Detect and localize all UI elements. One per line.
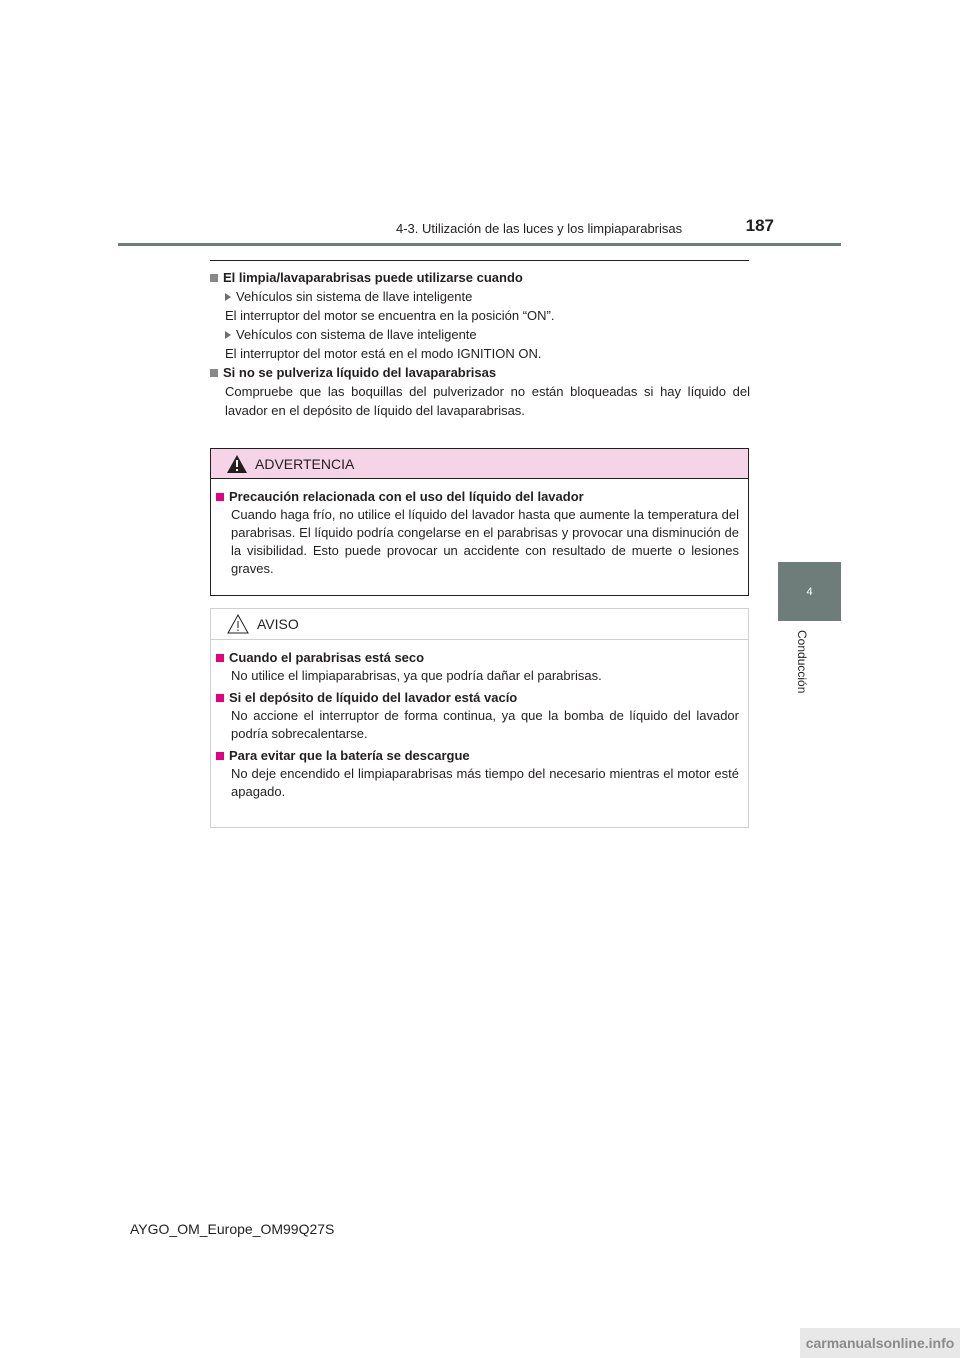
body-text: Compruebe que las boquillas del pulverizador no están bloqueadas si hay líquido del lavador en el depósito de líquido del lavaparabrisas. xyxy=(225,384,750,418)
square-bullet-icon xyxy=(216,694,224,702)
section-title: 4-3. Utilización de las luces y los limpiaparabrisas xyxy=(396,221,683,236)
page-number: 187 xyxy=(745,216,774,235)
triangle-bullet-icon xyxy=(225,331,231,339)
notice-item-text: No accione el interruptor de forma continua, ya que la bomba de líquido del lavador podría sobrecalentarse. xyxy=(231,708,739,741)
notice-box xyxy=(210,608,749,828)
header-rule xyxy=(118,243,841,246)
notice-item-heading xyxy=(216,747,739,765)
notice-item-heading xyxy=(216,649,739,667)
square-bullet-icon xyxy=(216,654,224,662)
section-heading xyxy=(210,268,750,287)
notice-item-text: No utilice el limpiaparabrisas, ya que podría dañar el parabrisas. xyxy=(231,668,602,683)
warning-box xyxy=(210,448,749,596)
condition-bullet xyxy=(210,287,750,306)
condition-text: Vehículos con sistema de llave inteligente xyxy=(236,327,477,342)
condition-text: Vehículos sin sistema de llave inteligente xyxy=(236,289,473,304)
body-text: El interruptor del motor se encuentra en la posición “ON”. xyxy=(225,308,555,323)
square-bullet-icon xyxy=(216,493,224,501)
warning-triangle-icon xyxy=(227,455,247,473)
content-rule xyxy=(210,260,749,261)
chapter-label: Conducción xyxy=(795,630,809,694)
notice-item-text: No deje encendido el limpiaparabrisas más tiempo del necesario mientras el motor esté apagado. xyxy=(231,766,739,799)
triangle-bullet-icon xyxy=(225,293,231,301)
document-code: AYGO_OM_Europe_OM99Q27S xyxy=(130,1221,335,1237)
section-heading xyxy=(210,363,750,382)
caution-triangle-icon xyxy=(227,614,249,634)
warning-header xyxy=(211,449,748,479)
warning-item-heading xyxy=(216,488,739,506)
watermark[interactable]: carmanualsonline.info xyxy=(800,1328,960,1358)
notice-title: AVISO xyxy=(257,616,299,632)
notice-item-heading xyxy=(216,689,739,707)
notice-body xyxy=(211,640,748,801)
chapter-number: 4 xyxy=(806,585,813,598)
main-content xyxy=(210,268,750,420)
body-text: El interruptor del motor está en el modo IGNITION ON. xyxy=(225,346,542,361)
notice-item-title: Cuando el parabrisas está seco xyxy=(229,650,425,665)
warning-item-title: Precaución relacionada con el uso del líquido del lavador xyxy=(229,489,584,504)
warning-body xyxy=(211,479,748,578)
square-bullet-icon xyxy=(210,274,218,282)
notice-item-title: Para evitar que la batería se descargue xyxy=(229,748,470,763)
section-heading-text: El limpia/lavaparabrisas puede utilizarse cuando xyxy=(223,270,523,285)
chapter-tab[interactable] xyxy=(778,562,841,621)
section-heading-text: Si no se pulveriza líquido del lavaparabrisas xyxy=(223,365,497,380)
notice-item-title: Si el depósito de líquido del lavador está vacío xyxy=(229,690,518,705)
notice-header xyxy=(211,609,748,640)
warning-item-text: Cuando haga frío, no utilice el líquido del lavador hasta que aumente la temperatura del parabrisas. El líquido podría congelarse en el parabrisas y provocar una disminución de la visibilidad. Esto puede provocar un accidente con resultado de muerte o lesiones graves. xyxy=(231,507,739,576)
square-bullet-icon xyxy=(216,752,224,760)
warning-title: ADVERTENCIA xyxy=(255,455,355,472)
square-bullet-icon xyxy=(210,369,218,377)
condition-bullet xyxy=(210,325,750,344)
